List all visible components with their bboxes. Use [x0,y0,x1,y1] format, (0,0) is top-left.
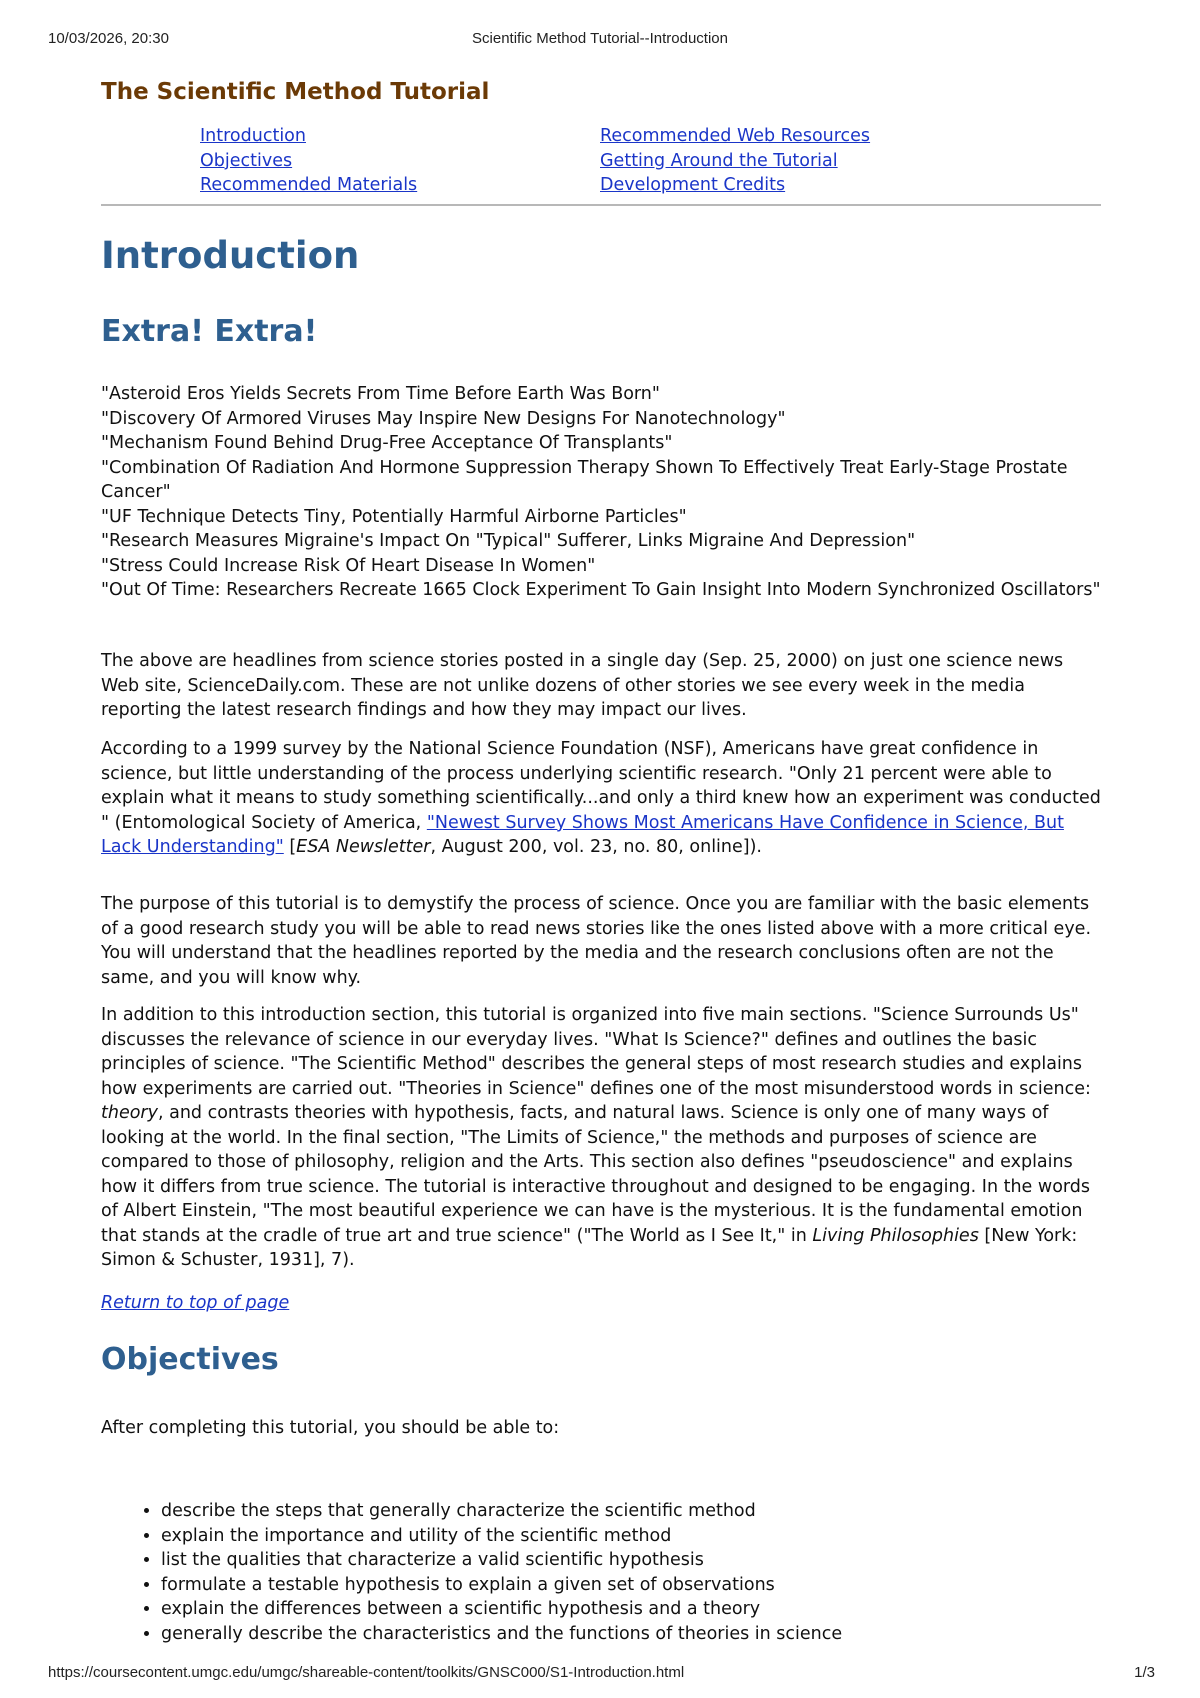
newsletter-title: ESA Newsletter [296,837,431,857]
objectives-intro: After completing this tutorial, you should be able to: [101,1418,560,1438]
print-doc-title: Scientific Method Tutorial--Introduction [472,30,728,47]
print-url: https://coursecontent.umgc.edu/umgc/shareable-content/toolkits/GNSC000/S1-Introduction.html [48,1664,685,1681]
list-item: • generally describe the characteristics and the functions of theories in science [161,1622,1101,1647]
headline-item: "Research Measures Migraine's Impact On "Typical" Sufferer, Links Migraine And Depression" [101,531,916,551]
para4-text-a: In addition to this introduction section, this tutorial is organized into five main sections. "Science Surrounds Us" discusses the relevance of science in our everyday lives. "What Is Science?" defines and outlines the basic principles of science. "The Scientific Method" describes the general steps of most research studies and explains how experiments are carried out. "Theories in Science" defines one of the most misunderstood words in science: [101,1005,1091,1099]
objectives-list [101,1499,1101,1646]
survey-article-link[interactable]: "Newest Survey Shows Most Americans Have Confidence in Science, But Lack Understanding" [101,812,1064,857]
toc-link-development-credits[interactable]: Development Credits [600,175,786,195]
list-item: • formulate a testable hypothesis to explain a given set of observations [161,1573,1101,1598]
header-divider [101,204,1101,206]
toc-link-introduction[interactable]: Introduction [200,126,306,146]
headline-item: "Mechanism Found Behind Drug-Free Acceptance Of Transplants" [101,433,673,453]
list-item: • explain the differences between a scientific hypothesis and a theory [161,1597,1101,1622]
para4-text-c: [New York: Simon & Schuster, 1931], 7). [101,1225,1078,1270]
book-title: Living Philosophies [812,1225,979,1246]
objectives-heading: Objectives [101,1342,279,1377]
headline-item: "Discovery Of Armored Viruses May Inspire New Designs For Nanotechnology" [101,408,786,429]
headline-list [101,382,1101,603]
toc-link-objectives[interactable]: Objectives [200,150,293,171]
page-content [101,74,1101,1644]
paragraph-nsf-survey [101,737,1101,860]
print-datetime: 10/03/2026, 20:30 [48,30,169,47]
list-item: • list the qualities that characterize a valid scientific hypothesis [161,1548,1101,1573]
introduction-heading: Introduction [101,234,360,277]
table-of-contents [101,124,1101,198]
headline-item: "Asteroid Eros Yields Secrets From Time Before Earth Was Born" [101,384,660,404]
toc-left-column [200,124,600,198]
return-to-top-link[interactable]: Return to top of page [101,1293,290,1313]
para4-text-b: , and contrasts theories with hypothesis, facts, and natural laws. Science is only one of many ways of looking at the world. In the final section, "The Limits of Science," the methods and purposes of science are compared to those of philosophy, religion and the Arts. This section also defines "pseudoscience" and explains how it differs from true science. The tutorial is interactive throughout and designed to be engaging. In the words of Albert Einstein, "The most beautiful experience we can have is the mysterious. It is the fundamental emotion that stands at the cradle of true art and true science" ("The World as I See It," in [101,1103,1091,1246]
paragraph-purpose: The purpose of this tutorial is to demystify the process of science. Once you are familiar with the basic elements of a good research study you will be able to read news stories like the ones listed above with a more critical eye. You will understand that the headlines reported by the media and the research conclusions often are not the same, and you will know why. [101,894,1092,988]
headline-item: "Out Of Time: Researchers Recreate 1665 Clock Experiment To Gain Insight Into Modern Synchronized Oscillators" [101,580,1101,600]
extra-heading: Extra! Extra! [101,314,318,349]
toc-right-column [600,124,1000,198]
paragraph-headlines-context: The above are headlines from science stories posted in a single day (Sep. 25, 2000) on just one science news Web site, ScienceDaily.com. These are not unlike dozens of other stories we see every week in the media reporting the latest research findings and how they may impact our lives. [101,651,1064,720]
toc-link-recommended-materials[interactable]: Recommended Materials [200,175,418,195]
list-item: • describe the steps that generally characterize the scientific method [161,1499,1101,1524]
toc-link-web-resources[interactable]: Recommended Web Resources [600,126,871,146]
headline-item: "Combination Of Radiation And Hormone Suppression Therapy Shown To Effectively Treat Early-Stage Prostate Cancer" [101,457,1068,502]
site-title: The Scientific Method Tutorial [101,79,490,105]
para2-text-a: According to a 1999 survey by the National Science Foundation (NSF), Americans have great confidence in science, but little understanding of the process underlying scientific research. "Only 21 percent were able to explain what it means to study something scientifically...and only a third knew how an experiment was conducted " (Entomological Society of America, [101,739,1101,833]
para2-text-b: [ [283,837,297,857]
print-page-number: 1/3 [1134,1664,1155,1681]
toc-link-getting-around[interactable]: Getting Around the Tutorial [600,150,838,171]
headline-item: "Stress Could Increase Risk Of Heart Disease In Women" [101,555,596,576]
list-item: • explain the importance and utility of the scientific method [161,1524,1101,1549]
headline-item: "UF Technique Detects Tiny, Potentially Harmful Airborne Particles" [101,506,687,527]
paragraph-organization [101,1003,1101,1273]
theory-term: theory [101,1103,158,1123]
para2-text-c: , August 200, vol. 23, no. 80, online]). [430,837,762,857]
